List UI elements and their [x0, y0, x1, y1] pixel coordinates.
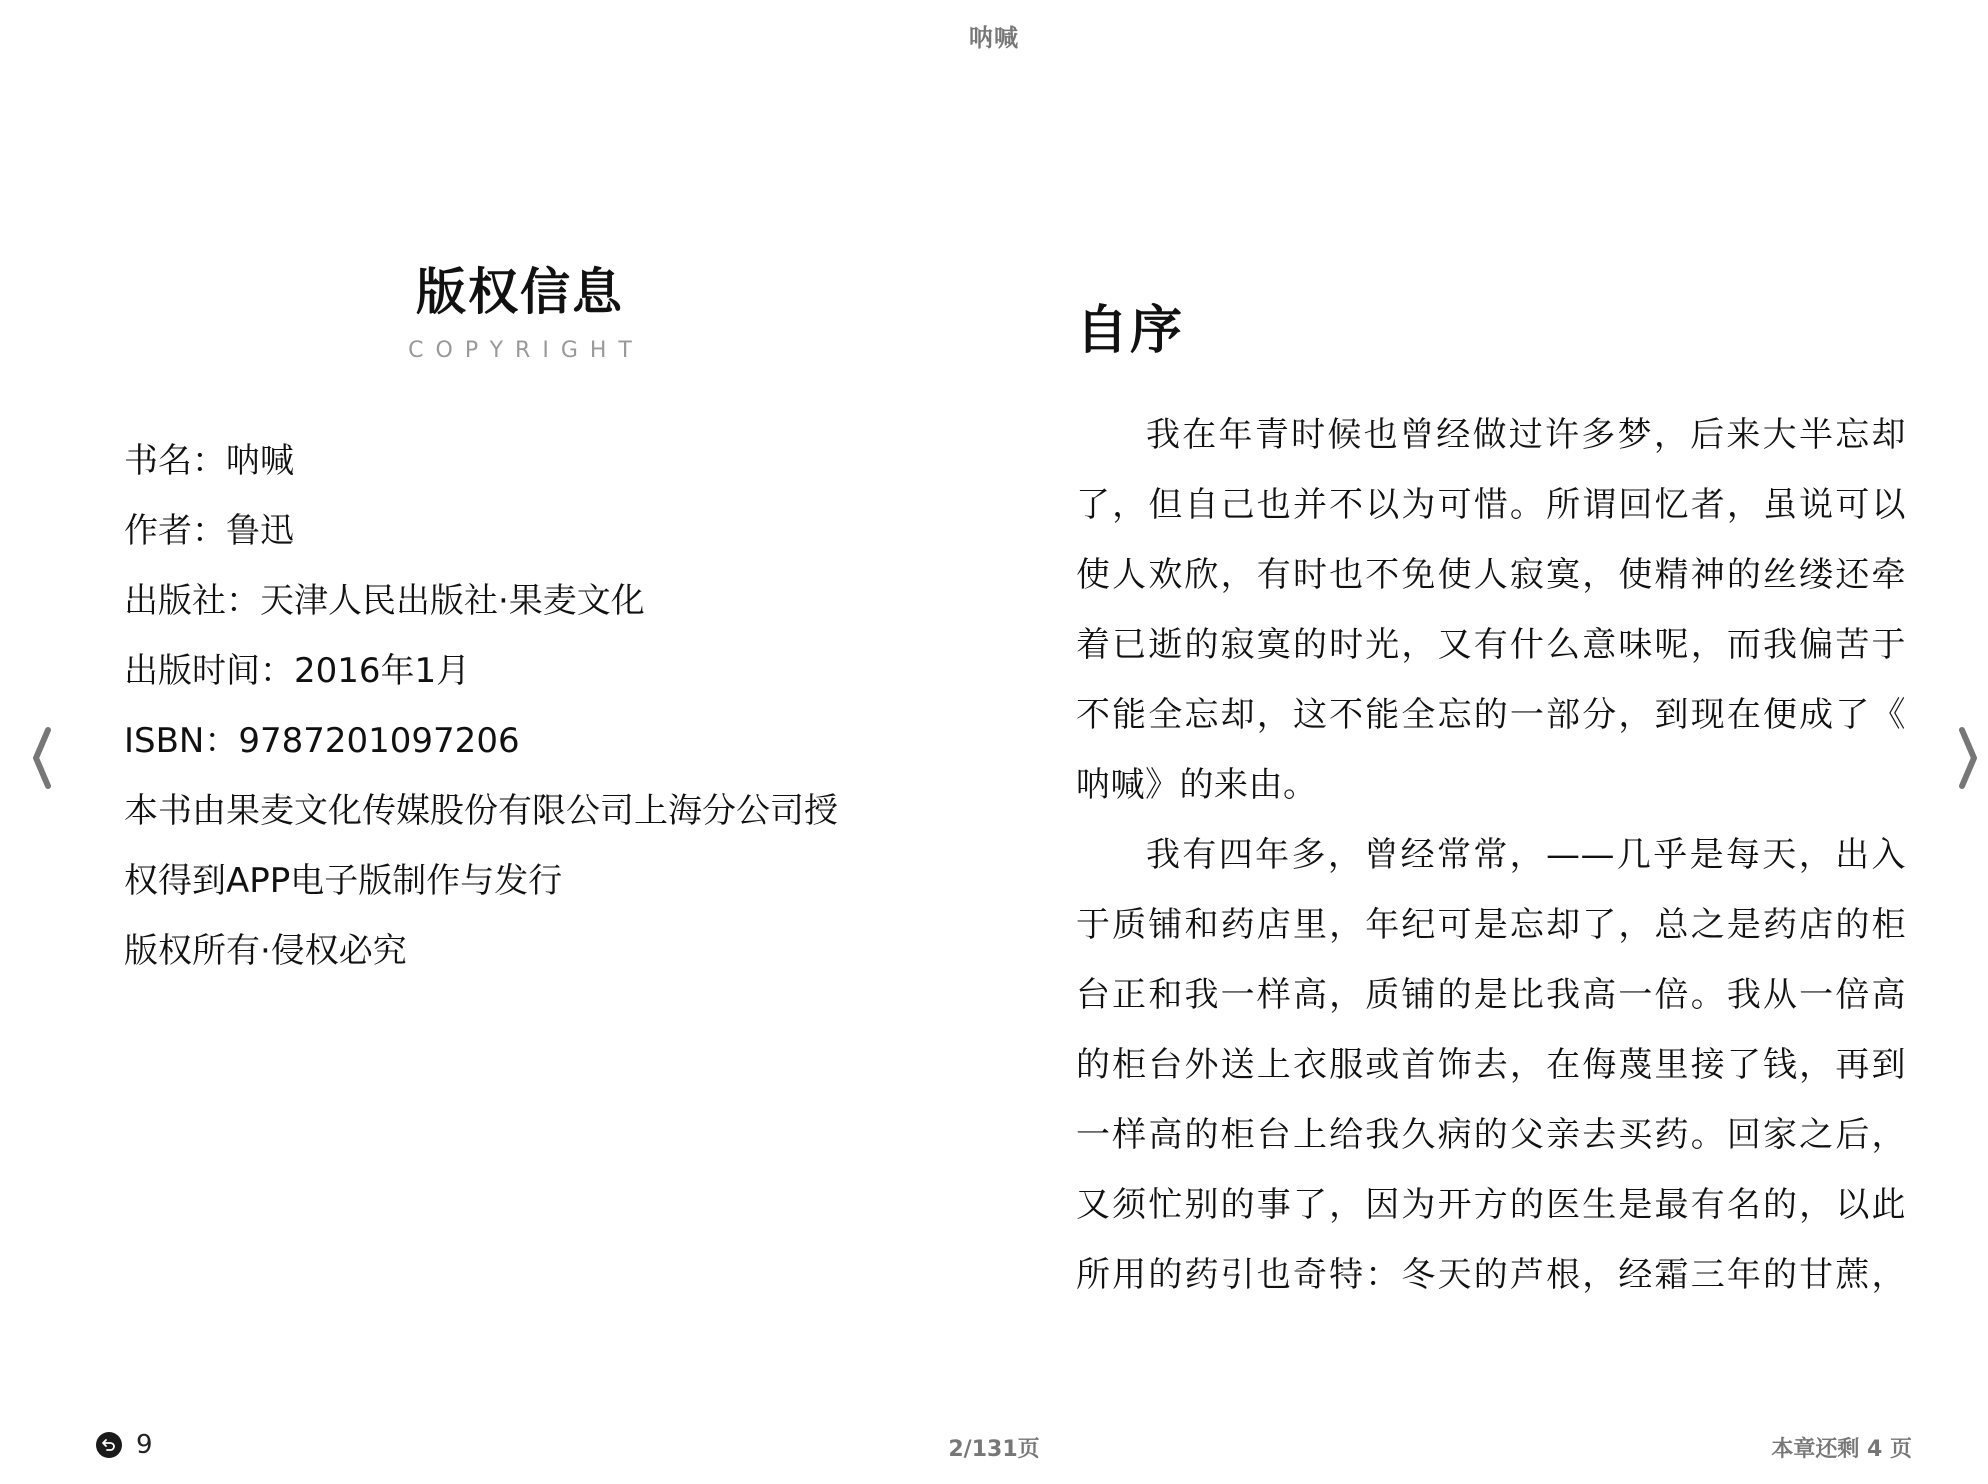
- previous-page-button[interactable]: [26, 718, 66, 798]
- text-line: 所用的药引也奇特：冬天的芦根，经霜三年的甘蔗，: [1076, 1255, 1906, 1295]
- text-line: 使人欢欣，有时也不免使人寂寞，使精神的丝缕还牵: [1076, 555, 1906, 595]
- chapter-remaining: 本章还剩 4 页: [1771, 1437, 1912, 1462]
- info-book-name: 书名：呐喊: [124, 441, 294, 481]
- page-indicator: 2/131页: [948, 1437, 1040, 1462]
- text-line: 的柜台外送上衣服或首饰去，在侮蔑里接了钱，再到: [1076, 1045, 1906, 1085]
- copyright-subheading: COPYRIGHT: [408, 338, 644, 363]
- text-line: 我有四年多，曾经常常，——几乎是每天，出入: [1146, 835, 1906, 875]
- back-count: 9: [136, 1430, 153, 1460]
- book-title: 呐喊: [969, 24, 1019, 52]
- chevron-left-icon: [26, 718, 66, 798]
- chevron-right-icon: [1948, 718, 1988, 798]
- info-publisher: 出版社：天津人民出版社·果麦文化: [124, 581, 645, 621]
- chapter-heading: 自序: [1076, 301, 1185, 361]
- text-line: 一样高的柜台上给我久病的父亲去买药。回家之后，: [1076, 1115, 1906, 1155]
- text-line: 于质铺和药店里，年纪可是忘却了，总之是药店的柜: [1076, 905, 1906, 945]
- info-isbn: ISBN：9787201097206: [124, 721, 520, 761]
- chapter-body: [1076, 400, 1906, 1310]
- text-line: 了，但自己也并不以为可惜。所谓回忆者，虽说可以: [1076, 485, 1906, 525]
- info-author: 作者：鲁迅: [124, 511, 294, 551]
- text-line: 又须忙别的事了，因为开方的医生是最有名的，以此: [1076, 1185, 1906, 1225]
- copyright-heading: 版权信息: [416, 263, 624, 321]
- text-line: 台正和我一样高，质铺的是比我高一倍。我从一倍高: [1076, 975, 1906, 1015]
- text-line: 我在年青时候也曾经做过许多梦，后来大半忘却: [1146, 415, 1906, 455]
- info-license-line-2: 权得到APP电子版制作与发行: [124, 861, 563, 901]
- copyright-info-list: [124, 426, 924, 986]
- info-license-line-1: 本书由果麦文化传媒股份有限公司上海分公司授: [124, 791, 838, 831]
- text-line: 着已逝的寂寞的时光，又有什么意味呢，而我偏苦于: [1076, 625, 1906, 665]
- text-line: 不能全忘却，这不能全忘的一部分，到现在便成了《: [1076, 695, 1906, 735]
- text-line: 呐喊》的来由。: [1076, 765, 1318, 805]
- info-rights: 版权所有·侵权必究: [124, 931, 407, 971]
- next-page-button[interactable]: [1948, 718, 1988, 798]
- info-publish-date: 出版时间：2016年1月: [124, 651, 471, 691]
